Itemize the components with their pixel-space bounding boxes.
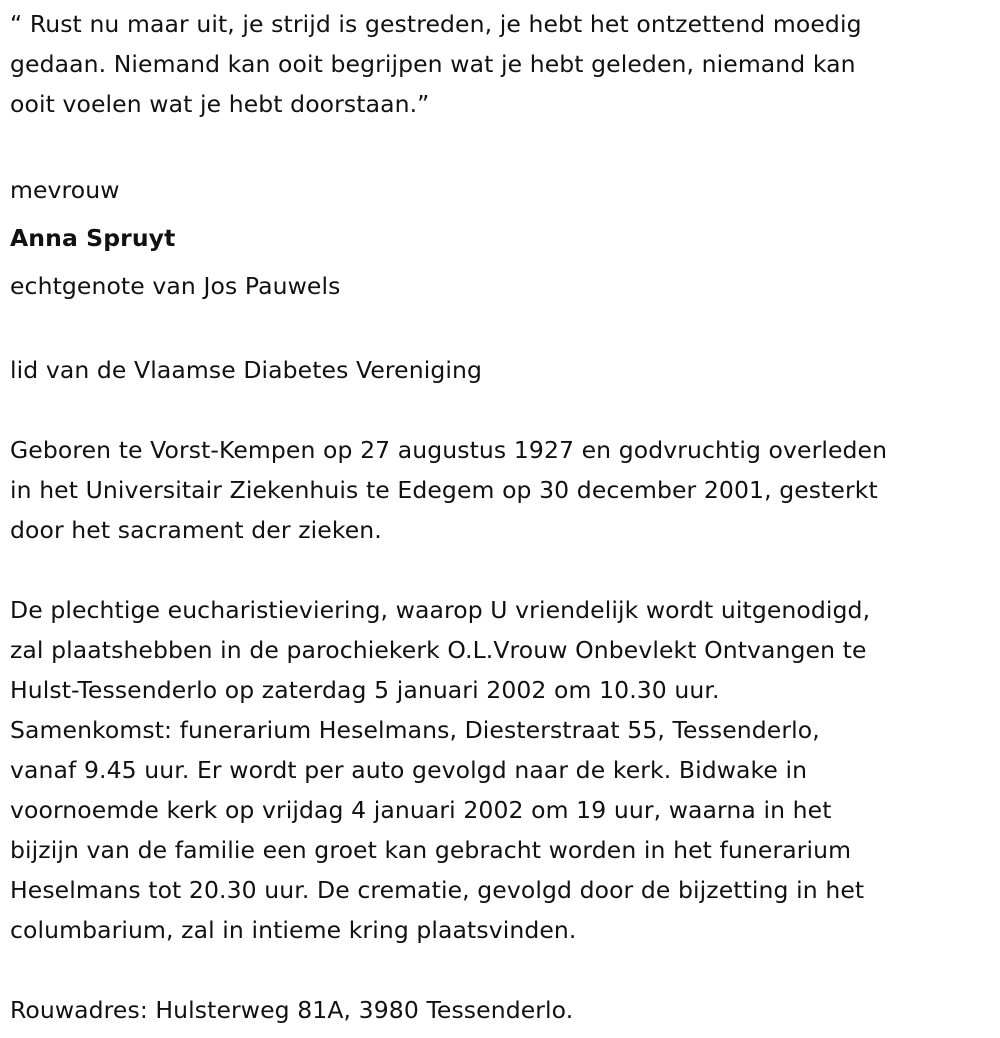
ceremony-line: voornoemde kerk op vrijdag 4 januari 2002 om 19 uur, waarna in het: [10, 796, 832, 824]
spacer: [10, 550, 995, 590]
ceremony-block: [10, 590, 995, 950]
address-line: Rouwadres: Hulsterweg 81A, 3980 Tessenderlo.: [10, 996, 574, 1024]
ceremony-line: columbarium, zal in intieme kring plaatsvinden.: [10, 916, 577, 944]
birth-death-line: door het sacrament der zieken.: [10, 516, 382, 544]
spacer: [10, 950, 995, 990]
quote-block: [10, 4, 995, 124]
birth-death-line: Geboren te Vorst-Kempen op 27 augustus 1927 en godvruchtig overleden: [10, 436, 888, 464]
ceremony-line: vanaf 9.45 uur. Er wordt per auto gevolgd naar de kerk. Bidwake in: [10, 756, 808, 784]
spacer: [10, 124, 995, 164]
person-title: mevrouw: [10, 176, 120, 204]
ceremony-line: De plechtige eucharistieviering, waarop U vriendelijk wordt uitgenodigd,: [10, 596, 871, 624]
ceremony-line: zal plaatshebben in de parochiekerk O.L.Vrouw Onbevlekt Ontvangen te: [10, 636, 867, 664]
quote-line: “ Rust nu maar uit, je strijd is gestreden, je hebt het ontzettend moedig: [10, 10, 862, 38]
birth-death-line: in het Universitair Ziekenhuis te Edegem op 30 december 2001, gesterkt: [10, 476, 878, 504]
ceremony-line: Heselmans tot 20.30 uur. De crematie, gevolgd door de bijzetting in het: [10, 876, 865, 904]
ceremony-line: Hulst-Tessenderlo op zaterdag 5 januari 2002 om 10.30 uur.: [10, 676, 720, 704]
person-spouse: echtgenote van Jos Pauwels: [10, 272, 341, 300]
ceremony-line: Samenkomst: funerarium Heselmans, Diesterstraat 55, Tessenderlo,: [10, 716, 820, 744]
person-block: [10, 166, 995, 310]
spacer: [10, 310, 995, 350]
membership-line: lid van de Vlaamse Diabetes Vereniging: [10, 356, 483, 384]
obituary-document: [10, 4, 995, 1030]
quote-line: gedaan. Niemand kan ooit begrijpen wat je hebt geleden, niemand kan: [10, 50, 856, 78]
quote-line: ooit voelen wat je hebt doorstaan.”: [10, 90, 430, 118]
ceremony-line: bijzijn van de familie een groet kan gebracht worden in het funerarium: [10, 836, 852, 864]
birth-death-block: [10, 430, 995, 550]
spacer: [10, 390, 995, 430]
person-name: Anna Spruyt: [10, 224, 176, 252]
